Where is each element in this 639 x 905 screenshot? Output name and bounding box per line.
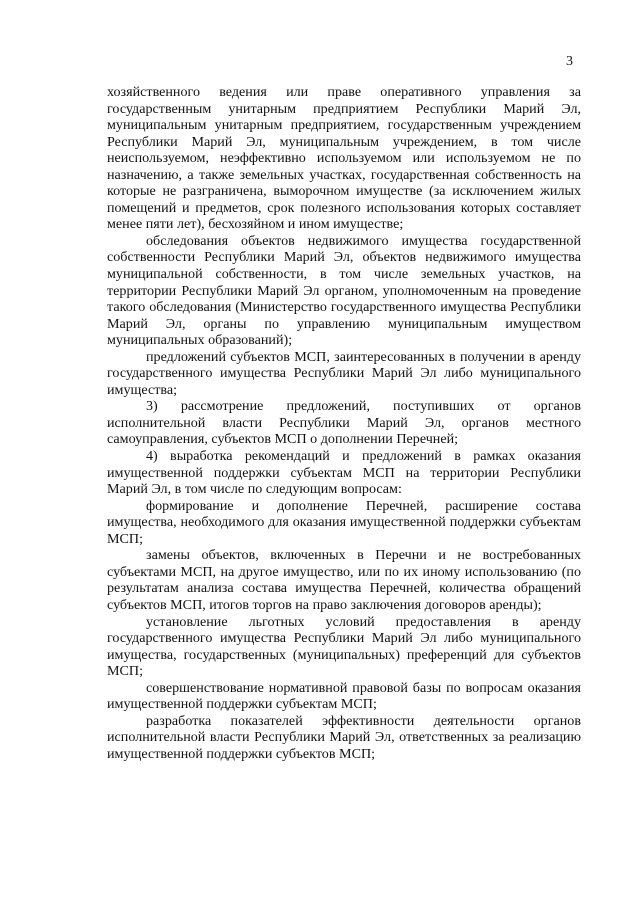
paragraph-4: 3) рассмотрение предложений, поступивших от органов исполнительной власти Республики Марий Эл, органов местного самоуправления, субъектов МСП о дополнении Перечней; [107,398,581,448]
paragraph-8: установление льготных условий предоставления в аренду государственного имущества Республики Марий Эл либо муниципального имущества, государственных (муниципальных) преференций для субъектов МСП; [107,613,581,680]
paragraph-9: совершенствование нормативной правовой базы по вопросам оказания имущественной поддержки субъектам МСП; [107,679,581,713]
paragraph-3: предложений субъектов МСП, заинтересованных в получении в аренду государственного имущества Республики Марий Эл либо муниципального имущества; [107,348,581,398]
paragraph-5: 4) выработка рекомендаций и предложений в рамках оказания имущественной поддержки субъектам МСП на территории Республики Марий Эл, в том числе по следующим вопросам: [107,448,581,498]
paragraph-7: замены объектов, включенных в Перечни и не востребованных субъектами МСП, на другое имущество, или по их иному использованию (по результатам анализа состава имущества Перечней, количества обращений субъектов МСП, итогов торгов на право заключения договоров аренды); [107,547,581,613]
paragraph-6: формирование и дополнение Перечней, расширение состава имущества, необходимого для оказания имущественной поддержки субъектам МСП; [107,497,581,547]
paragraph-2: обследования объектов недвижимого имущества государственной собственности Республики Марий Эл, объектов недвижимого имущества муниципальной собственности, в том числе земельных участков, на территории Республики Марий Эл органом, уполномоченным на проведение такого обследования (Министерство государственного имущества Республики Марий Эл, органы по управлению муниципальным имуществом муниципальных образований); [107,232,581,349]
page-number: 3 [566,54,573,69]
paragraph-1: хозяйственного ведения или праве оперативного управления за государственным унитарным предприятием Республики Марий Эл, муниципальным унитарным предприятием, государственным учреждением Республики Марий Эл, муниципальным учреждением, в том числе неиспользуемом, неэффективно используемом или используемом не по назначению, а также земельных участках, государственная собственность на которые не разграничена, выморочном имуществе (за исключением жилых помещений и предметов, срок полезного использования которых составляет менее пяти лет), бесхозяйном и ином имуществе; [107,84,581,233]
document-body [107,84,581,762]
paragraph-10: разработка показателей эффективности деятельности органов исполнительной власти Республики Марий Эл, ответственных за реализацию имущественной поддержки субъектов МСП; [107,712,581,762]
